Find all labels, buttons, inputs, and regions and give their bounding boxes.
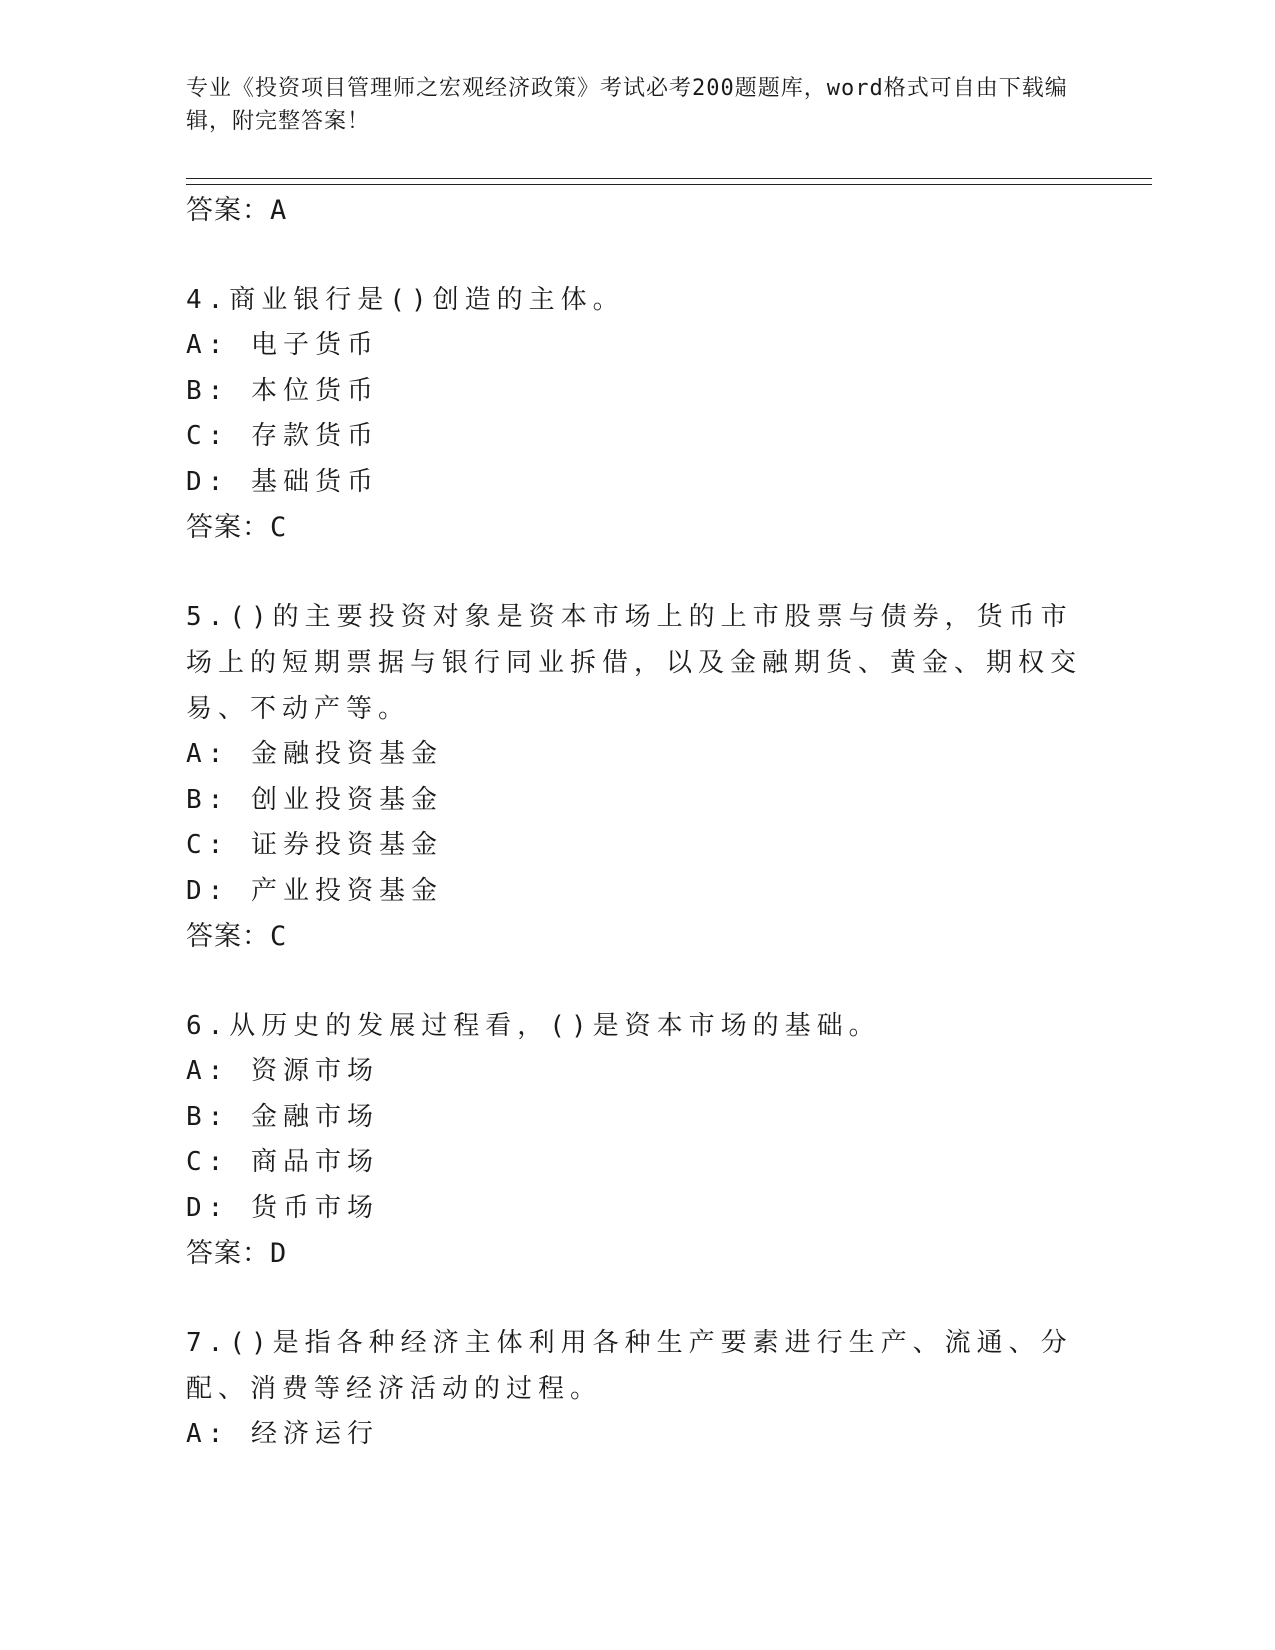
header-divider-top	[186, 178, 1152, 179]
option-c: C: 证券投资基金	[186, 830, 443, 860]
question-block	[186, 277, 1086, 550]
answer-line: 答案：C	[186, 921, 288, 952]
question-block	[186, 1003, 1086, 1276]
question-list	[186, 188, 1086, 1458]
option-b: B: 金融市场	[186, 1101, 379, 1132]
question-text: 5.()的主要投资对象是资本市场上的上市股票与债券，货币市场上的短期票据与银行同业拆借，以及金融期货、黄金、期权交易、不动产等。	[186, 602, 1083, 724]
answer-line: 答案：A	[186, 195, 288, 226]
option-a: A: 资源市场	[186, 1056, 379, 1086]
option-b: B: 本位货币	[186, 375, 379, 406]
option-a: A: 经济运行	[186, 1419, 379, 1449]
option-d: D: 货币市场	[186, 1192, 379, 1223]
option-a: A: 金融投资基金	[186, 739, 443, 769]
option-a: A: 电子货币	[186, 330, 379, 360]
answer-line: 答案：C	[186, 512, 288, 543]
option-d: D: 基础货币	[186, 466, 379, 497]
option-c: C: 商品市场	[186, 1147, 379, 1177]
answer-line: 答案：D	[186, 1238, 288, 1269]
document-header: 专业《投资项目管理师之宏观经济政策》考试必考200题题库，word格式可自由下载编辑，附完整答案！	[186, 76, 1068, 134]
question-block	[186, 594, 1086, 959]
question-text: 7.()是指各种经济主体利用各种生产要素进行生产、流通、分配、消费等经济活动的过程。	[186, 1328, 1073, 1404]
header-divider-bottom	[186, 184, 1152, 185]
question-text: 6.从历史的发展过程看，()是资本市场的基础。	[186, 1011, 881, 1041]
option-d: D: 产业投资基金	[186, 875, 443, 906]
question-text: 4.商业银行是()创造的主体。	[186, 285, 625, 315]
question-block	[186, 1320, 1086, 1458]
option-b: B: 创业投资基金	[186, 784, 443, 815]
option-c: C: 存款货币	[186, 421, 379, 451]
